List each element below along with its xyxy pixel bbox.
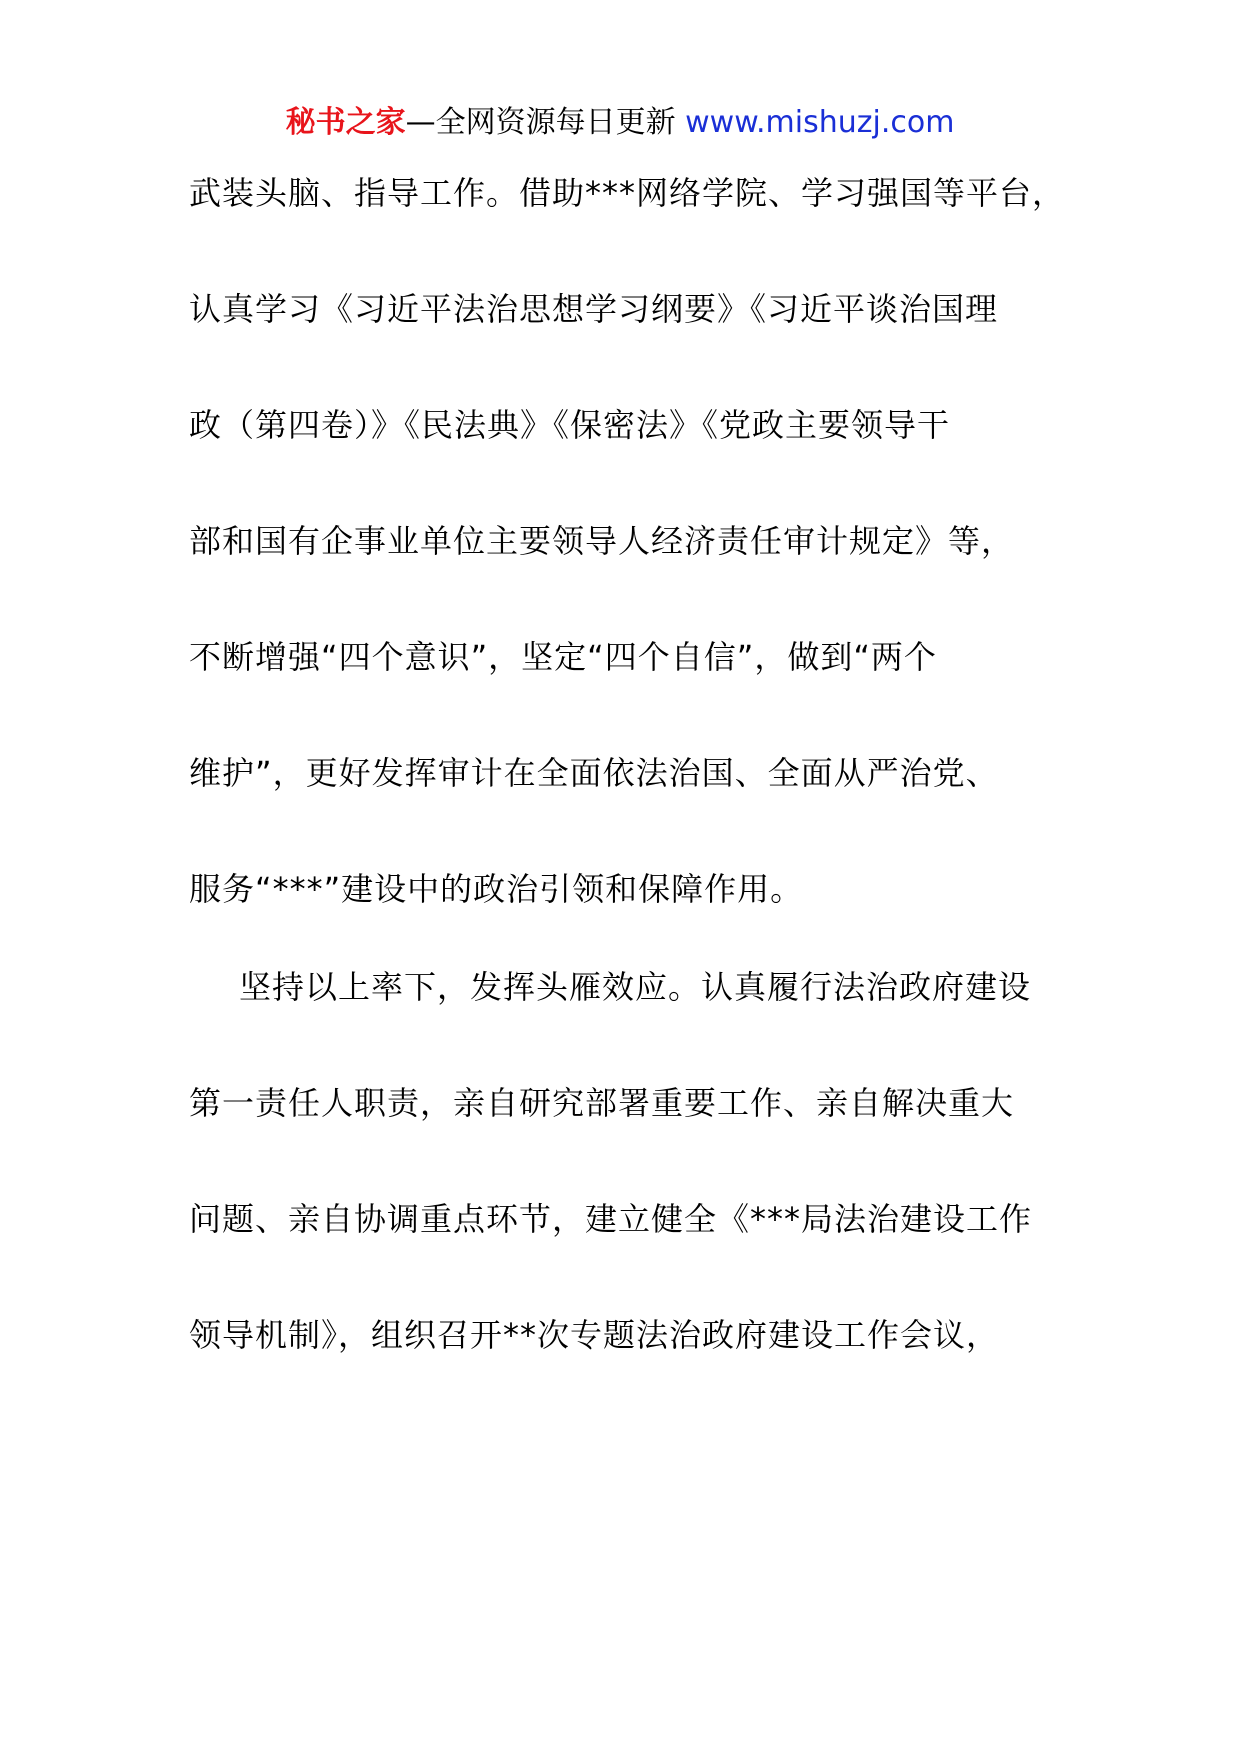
paragraph-first-line: 坚持以上率下，发挥头雁效应。认真履行法治政府建设 xyxy=(239,968,1032,1006)
page-header xyxy=(0,100,1240,146)
text-line: 认真学习《习近平法治思想学习纲要》《习近平谈治国理 xyxy=(189,290,999,328)
brand-name: 秘书之家 xyxy=(285,105,406,140)
text-line: 不断增强“四个意识”，坚定“四个自信”，做到“两个 xyxy=(189,638,937,676)
text-line: 部和国有企事业单位主要领导人经济责任审计规定》等， xyxy=(189,522,1015,560)
text-line: 维护”，更好发挥审计在全面依法治国、全面从严治党、 xyxy=(189,754,999,792)
text-line: 问题、亲自协调重点环节，建立健全《***局法治建设工作 xyxy=(189,1200,1033,1238)
text-line: 服务“***”建设中的政治引领和保障作用。 xyxy=(189,870,804,908)
text-line: 武装头脑、指导工作。借助***网络学院、学习强国等平台， xyxy=(189,174,1066,212)
text-line: 第一责任人职责，亲自研究部署重要工作、亲自解决重大 xyxy=(189,1084,1015,1122)
site-url-link[interactable]: www.mishuzj.com xyxy=(685,105,955,140)
text-line: 领导机制》，组织召开**次专题法治政府建设工作会议， xyxy=(189,1316,1000,1354)
text-line: 政（第四卷）》《民法典》《保密法》《党政主要领导干 xyxy=(189,406,951,444)
header-tagline: —全网资源每日更新 xyxy=(405,105,686,140)
